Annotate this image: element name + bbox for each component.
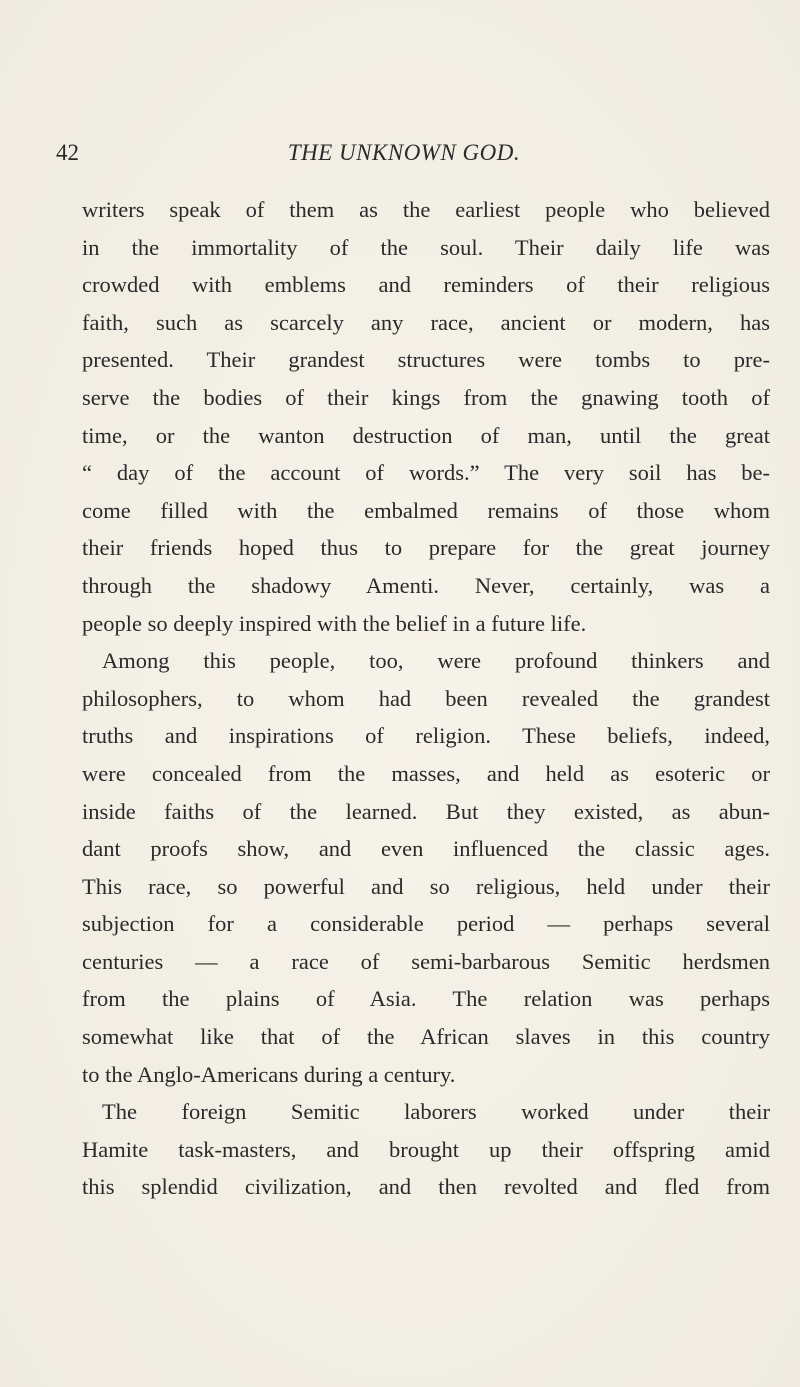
text-line: “ day of the account of words.” The very soil has be- (82, 460, 770, 486)
text-line: subjection for a considerable period — perhaps several (82, 911, 770, 937)
text-line: somewhat like that of the African slaves in this country (82, 1024, 770, 1050)
text-line: Hamite task-masters, and brought up their offspring amid (82, 1136, 770, 1162)
text-line: writers speak of them as the earliest people who believed (82, 197, 770, 222)
text-line: people so deeply inspired with the belief in a future life. (82, 610, 587, 636)
text-line: philosophers, to whom had been revealed the grandest (82, 685, 770, 711)
text-line: this splendid civilization, and then revolted and fled from (82, 1174, 770, 1200)
text-line: were concealed from the masses, and held as esoteric or (82, 760, 770, 786)
running-head (56, 136, 752, 170)
text-line: from the plains of Asia. The relation was perhaps (82, 986, 770, 1012)
running-title: THE UNKNOWN GOD. (287, 140, 521, 165)
text-line: The foreign Semitic laborers worked under their (102, 1099, 770, 1125)
text-line: their friends hoped thus to prepare for the great journey (82, 535, 770, 561)
text-line: faith, such as scarcely any race, ancient or modern, has (82, 309, 770, 335)
text-line: to the Anglo-Americans during a century. (82, 1061, 456, 1087)
text-line: presented. Their grandest structures were tombs to pre- (82, 347, 770, 373)
text-line: truths and inspirations of religion. These beliefs, indeed, (82, 723, 770, 749)
text-line: dant proofs show, and even influenced the classic ages. (82, 836, 770, 862)
text-line: centuries — a race of semi-barbarous Semitic herdsmen (82, 948, 770, 974)
text-line: Among this people, too, were profound thinkers and (102, 648, 770, 674)
text-line: through the shadowy Amenti. Never, certainly, was a (82, 572, 770, 598)
text-line: serve the bodies of their kings from the gnawing tooth of (82, 384, 770, 410)
page-number: 42 (56, 140, 79, 165)
text-line: crowded with emblems and reminders of their religious (82, 272, 770, 298)
text-line: in the immortality of the soul. Their daily life was (82, 234, 770, 260)
text-line: This race, so powerful and so religious, held under their (82, 873, 770, 899)
text-line: inside faiths of the learned. But they existed, as abun- (82, 798, 770, 824)
body-text (82, 191, 770, 1206)
text-line: come filled with the embalmed remains of those whom (82, 497, 770, 523)
text-line: time, or the wanton destruction of man, until the great (82, 422, 770, 448)
